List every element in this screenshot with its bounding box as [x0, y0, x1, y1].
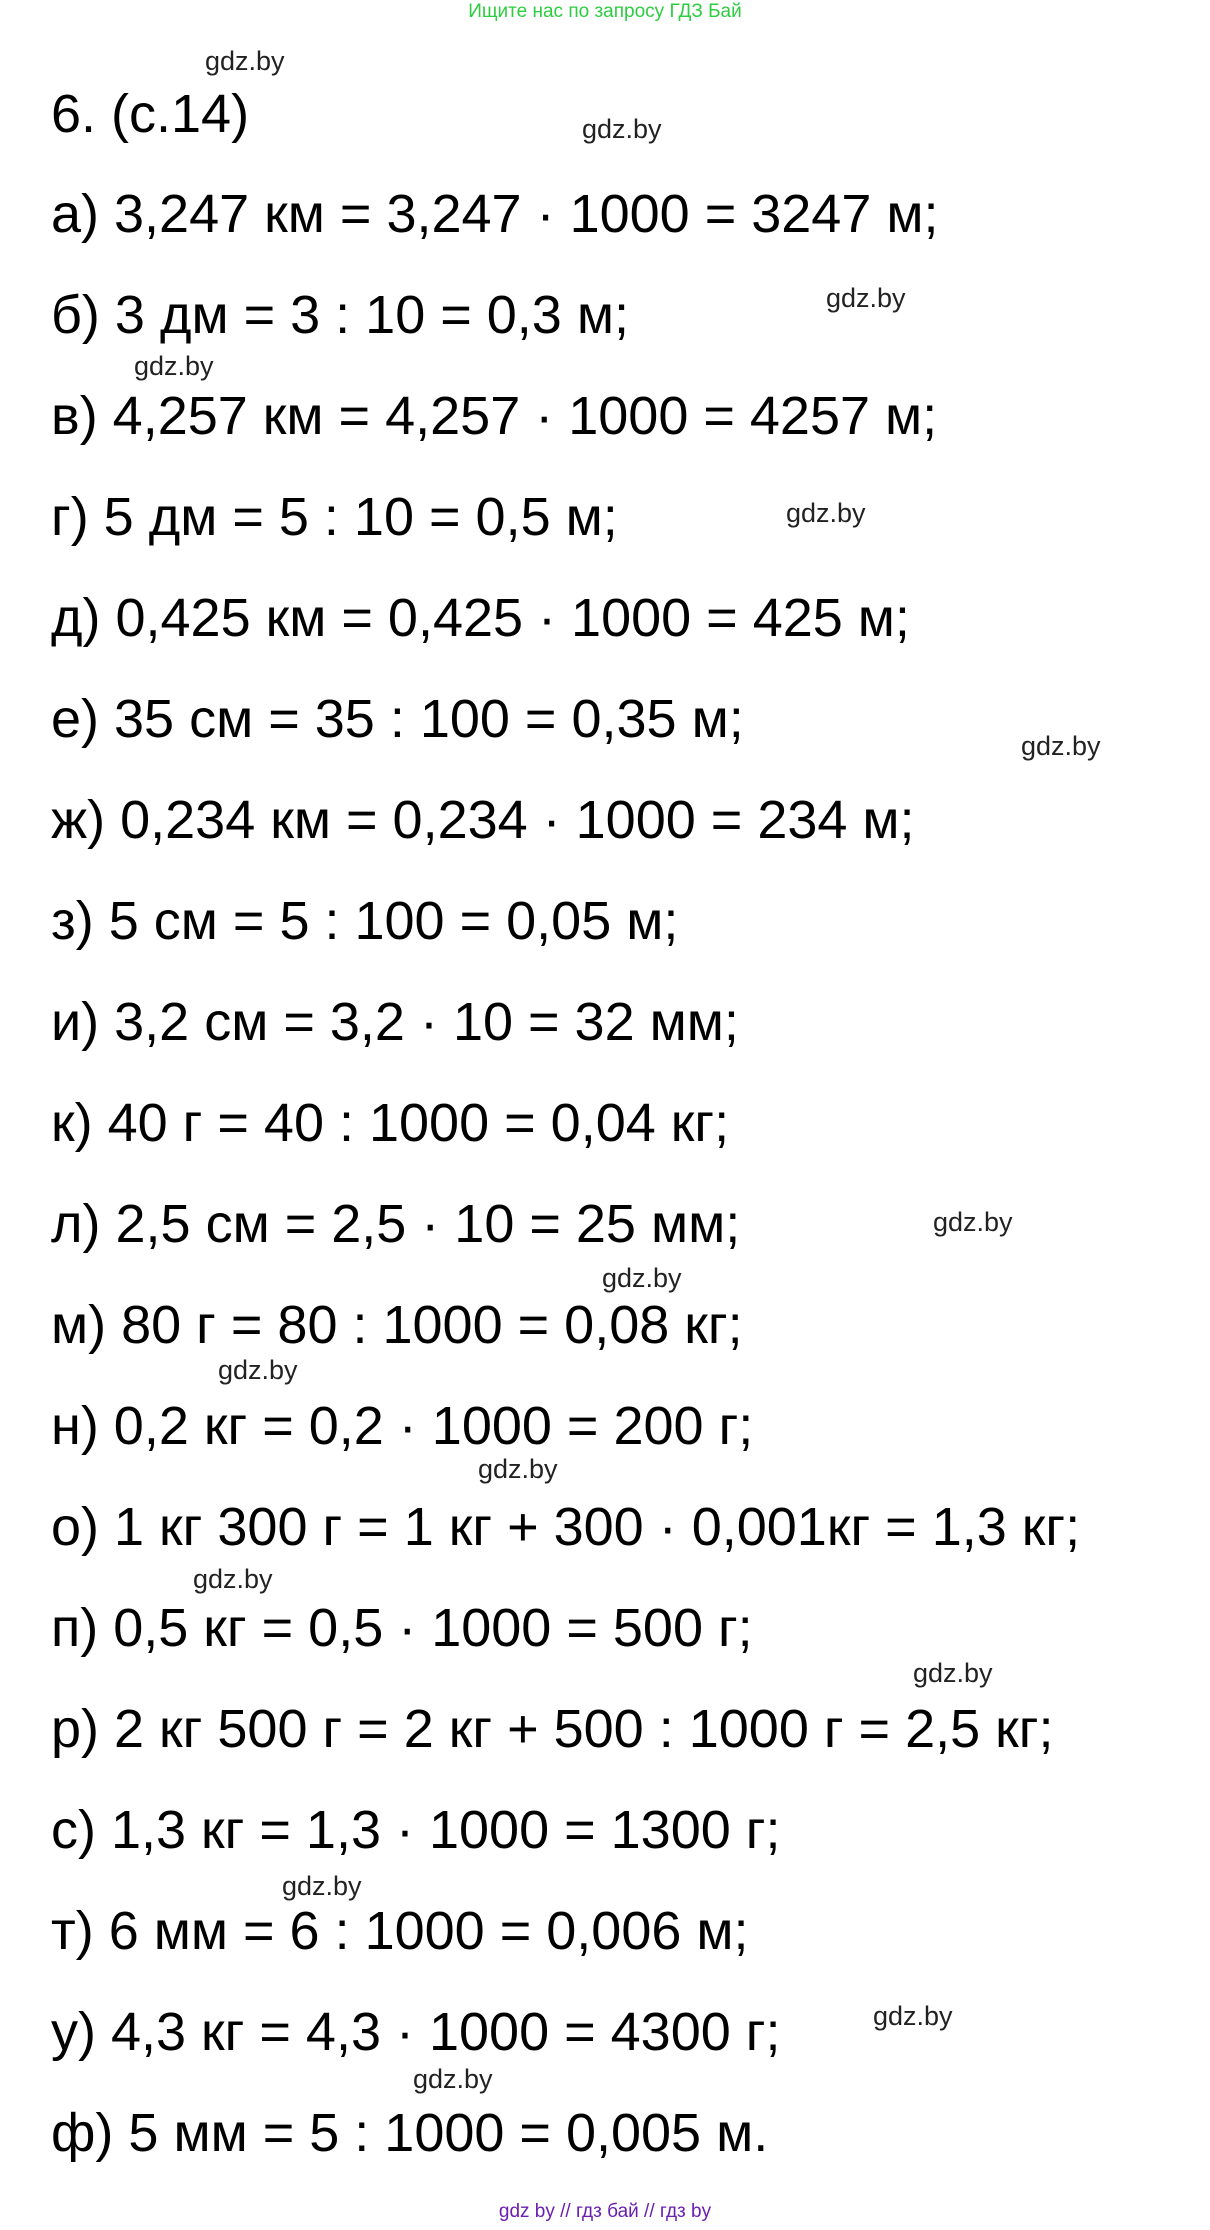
watermark: gdz.by [205, 46, 285, 76]
watermark: gdz.by [1021, 731, 1101, 761]
equation-line-g: г) 5 дм = 5 : 10 = 0,5 м; [51, 487, 618, 547]
exercise-heading: 6. (с.14) [51, 84, 250, 144]
equation-line-t: т) 6 мм = 6 : 1000 = 0,006 м; [51, 1901, 749, 1961]
equation-line-zh: ж) 0,234 км = 0,234 · 1000 = 234 м; [51, 790, 915, 850]
watermark: gdz.by [873, 2001, 953, 2031]
equation-line-v: в) 4,257 км = 4,257 · 1000 = 4257 м; [51, 386, 938, 446]
equation-line-u: у) 4,3 кг = 4,3 · 1000 = 4300 г; [51, 2002, 781, 2062]
watermark: gdz.by [826, 283, 906, 313]
watermark: gdz.by [282, 1871, 362, 1901]
watermark: gdz.by [786, 498, 866, 528]
watermark: gdz.by [933, 1207, 1013, 1237]
equation-line-m: м) 80 г = 80 : 1000 = 0,08 кг; [51, 1295, 743, 1355]
equation-line-k: к) 40 г = 40 : 1000 = 0,04 кг; [51, 1093, 730, 1153]
equation-line-n: н) 0,2 кг = 0,2 · 1000 = 200 г; [51, 1396, 754, 1456]
equation-line-b: б) 3 дм = 3 : 10 = 0,3 м; [51, 285, 629, 345]
equation-line-d: д) 0,425 км = 0,425 · 1000 = 425 м; [51, 588, 910, 648]
watermark: gdz.by [478, 1454, 558, 1484]
equation-line-a: а) 3,247 км = 3,247 · 1000 = 3247 м; [51, 184, 939, 244]
equation-line-l: л) 2,5 см = 2,5 · 10 = 25 мм; [51, 1194, 741, 1254]
top-banner[interactable]: Ищите нас по запросу ГДЗ Бай [468, 1, 742, 22]
equation-line-s: с) 1,3 кг = 1,3 · 1000 = 1300 г; [51, 1800, 781, 1860]
watermark: gdz.by [913, 1658, 993, 1688]
footer-links[interactable]: gdz by // гдз бай // гдз by [498, 2201, 712, 2222]
watermark: gdz.by [134, 351, 214, 381]
equation-line-o: о) 1 кг 300 г = 1 кг + 300 · 0,001кг = 1,3 кг; [51, 1497, 1081, 1557]
equation-line-r: р) 2 кг 500 г = 2 кг + 500 : 1000 г = 2,5 кг; [51, 1699, 1054, 1759]
watermark: gdz.by [602, 1263, 682, 1293]
equation-line-i: и) 3,2 см = 3,2 · 10 = 32 мм; [51, 992, 739, 1052]
equation-line-p: п) 0,5 кг = 0,5 · 1000 = 500 г; [51, 1598, 753, 1658]
equation-line-f: ф) 5 мм = 5 : 1000 = 0,005 м. [51, 2103, 769, 2163]
equation-line-e: е) 35 см = 35 : 100 = 0,35 м; [51, 689, 744, 749]
watermark: gdz.by [193, 1564, 273, 1594]
watermark: gdz.by [218, 1355, 298, 1385]
watermark: gdz.by [413, 2064, 493, 2094]
equation-line-z: з) 5 см = 5 : 100 = 0,05 м; [51, 891, 679, 951]
watermark: gdz.by [582, 114, 662, 144]
